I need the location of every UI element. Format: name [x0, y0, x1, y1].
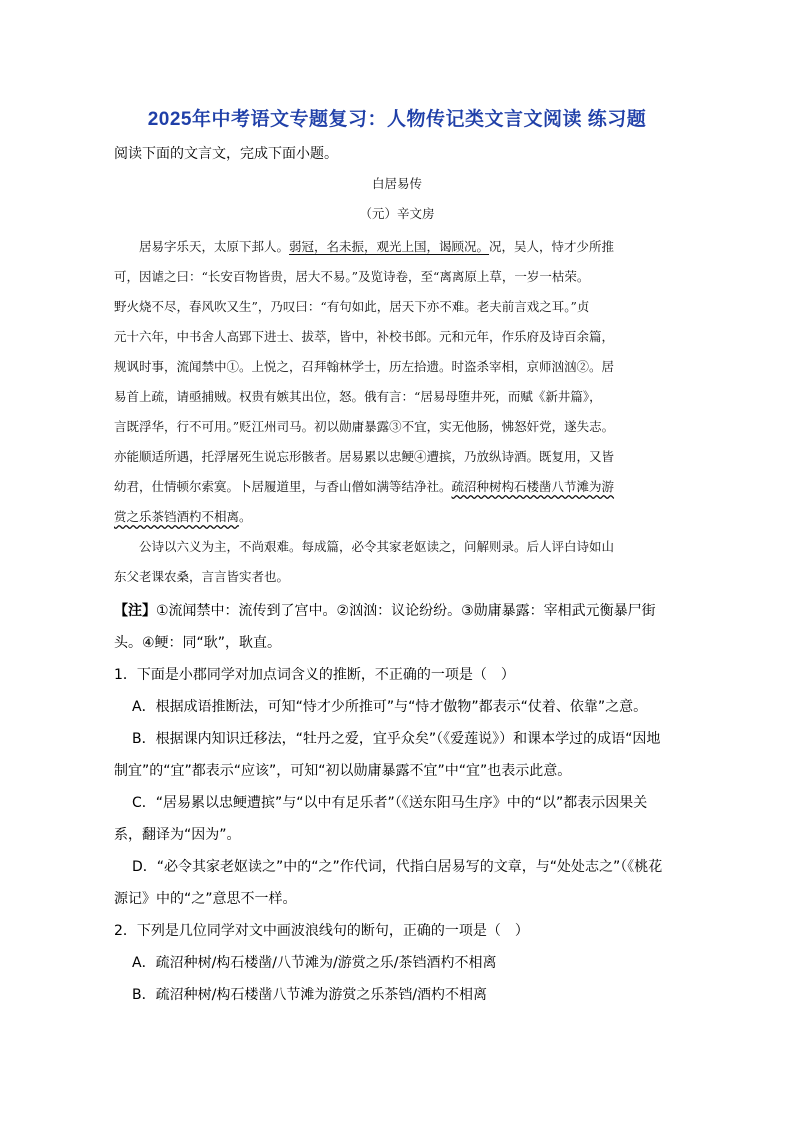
passage-line: 居易字乐天，太原下邽人。弱冠，名未振，观光上国，谒顾况。况，吴人，恃才少所推 [114, 239, 615, 254]
notes-line: 头。④鲠：同“耿”，耿直。 [114, 635, 282, 651]
wavy-underlined-sentence: 赏之乐茶铛酒杓不相离 [114, 509, 240, 524]
passage-line: 野火烧不尽，春风吹又生”，乃叹曰：“有句如此，居天下亦不难。老夫前言戏之耳。”贞 [114, 299, 590, 314]
question-stem: 1．下面是小郡同学对加点词含义的推断，不正确的一项是（ ） [114, 667, 515, 683]
option-b-cont: 制宜”的“宜”都表示“应该”，可知“初以勋庸暴露不宜”中“宜”也表示此意。 [114, 763, 572, 779]
passage-line: 亦能顺适所遇，托浮屠死生说忘形骸者。居易累以忠鲠④遭摈，乃放纵诗酒。既复用，又皆 [114, 449, 615, 464]
passage-line: 公诗以六义为主，不尚艰难。每成篇，必令其家老妪读之，问解则录。后人评白诗如山 [114, 539, 615, 554]
page-title: 2025年中考语文专题复习：人物传记类文言文阅读 练习题 [147, 109, 647, 130]
notes-line: 【注】①流闻禁中：流传到了宫中。②汹汹：议论纷纷。③勋庸暴露：宰相武元衡暴尸街 [114, 603, 656, 619]
passage-author: （元）辛文房 [359, 206, 435, 221]
notes-label: 【注】 [114, 603, 156, 619]
option-b: B．疏沼种树/构石楼凿八节滩为游赏之乐茶铛/酒杓不相离 [132, 987, 488, 1003]
underlined-phrase: 弱冠，名未振，观光上国，谒顾况。 [289, 239, 490, 254]
option-d-cont: 源记》中的“之”意思不一样。 [114, 891, 297, 907]
option-b: B．根据课内知识迁移法，“牡丹之爱，宜乎众矣”（《爱莲说》）和课本学过的成语“因地 [132, 731, 661, 747]
passage-line: 言既浮华，行不可用。”贬江州司马。初以勋庸暴露③不宜，实无他肠，怫怒奸党，遂失志。 [114, 419, 615, 434]
passage-title: 白居易传 [371, 176, 422, 191]
passage-line: 幼君，仕情顿尔索寞。卜居履道里，与香山僧如满等结净社。疏沼种树构石楼凿八节滩为游 [114, 479, 615, 494]
passage-line: 易首上疏，请亟捕贼。权贵有嫉其出位，怒。俄有言：“居易母堕井死，而赋《新井篇》， [114, 389, 602, 404]
option-d: D．“必令其家老妪读之”中的“之”作代词，代指白居易写的文章，与“处处志之”（《桃花 [132, 859, 663, 875]
option-c: C．“居易累以忠鲠遭摈”与“以中有足乐者”（《送东阳马生序》中的“以”都表示因果关 [132, 795, 648, 811]
wavy-underlined-sentence: 疏沼种树构石楼凿八节滩为游 [451, 479, 615, 494]
option-a: A．疏沼种树/构石楼凿/八节滩为/游赏之乐/茶铛酒杓不相离 [132, 955, 497, 971]
option-c-cont: 系，翻译为“因为”。 [114, 827, 241, 843]
passage-line: 赏之乐茶铛酒杓不相离。 [114, 509, 252, 524]
option-a: A．根据成语推断法，可知“恃才少所推可”与“恃才傲物”都表示“仗着、依靠”之意。 [132, 699, 648, 715]
passage-line: 东父老课农桑，言言皆实者也。 [114, 569, 290, 584]
question-stem: 2．下列是几位同学对文中画波浪线句的断句，正确的一项是（ ） [114, 923, 529, 939]
instruction-text: 阅读下面的文言文，完成下面小题。 [114, 146, 338, 162]
passage-line: 可，因谑之曰：“长安百物皆贵，居大不易。”及览诗卷，至“离离原上草，一岁一枯荣。 [114, 269, 590, 284]
passage-line: 规讽时事，流闻禁中①。上悦之，召拜翰林学士，历左拾遗。时盗杀宰相，京师汹汹②。居 [114, 359, 615, 374]
passage-line: 元十六年，中书舍人高郢下进士、拔萃，皆中，补校书郎。元和元年，作乐府及诗百余篇， [114, 329, 615, 344]
